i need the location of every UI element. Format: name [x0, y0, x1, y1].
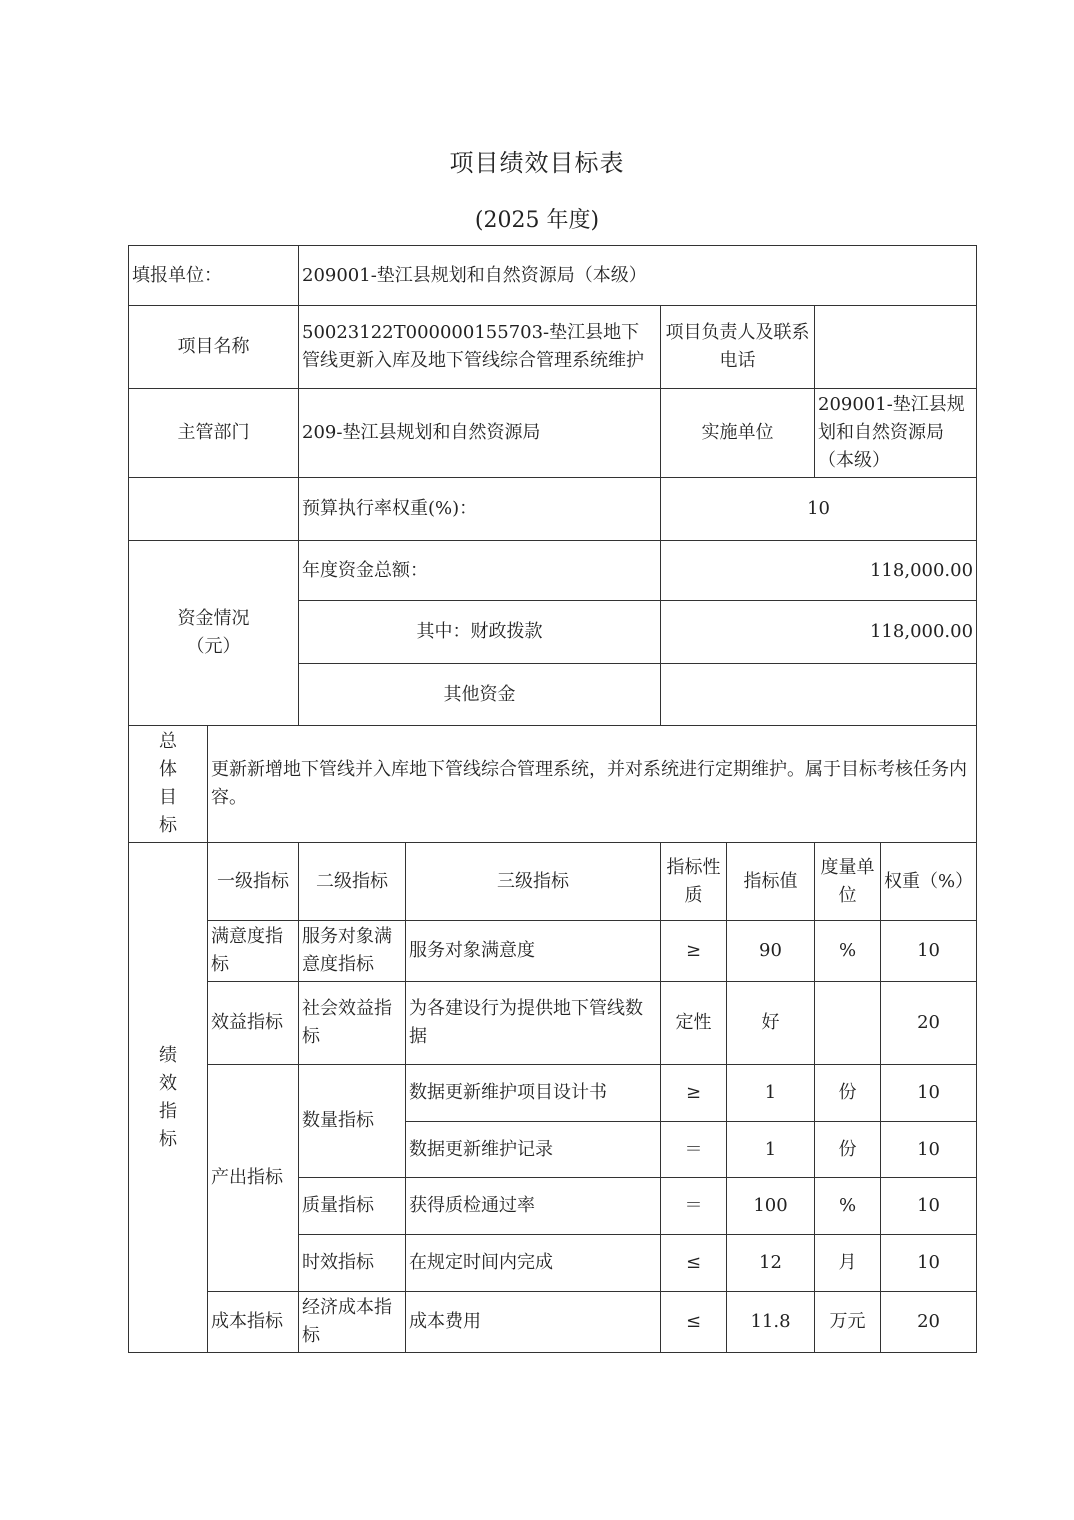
cell-level1: 满意度指标	[208, 921, 299, 982]
table-row	[129, 982, 977, 1065]
funds-label-line1: 资金情况	[177, 608, 250, 629]
cell-unit: 份	[815, 1122, 881, 1178]
funds-label	[129, 541, 299, 726]
project-owner-label: 项目负责人及联系电话	[661, 306, 815, 389]
cell-value: 100	[727, 1178, 815, 1235]
indicators-label-char: 标	[159, 1128, 177, 1150]
cell-weight: 10	[881, 1235, 977, 1292]
cell-value: 1	[727, 1065, 815, 1122]
cell-level2: 数量指标	[299, 1065, 406, 1178]
cell-weight: 10	[881, 921, 977, 982]
cell-level3: 为各建设行为提供地下管线数据	[406, 982, 661, 1065]
budget-rate-value: 10	[661, 478, 977, 541]
page-title: 项目绩效目标表	[449, 149, 625, 177]
budget-rate-row	[129, 478, 977, 541]
goal-label-char: 标	[159, 815, 177, 836]
indicators-header-row	[129, 843, 977, 921]
cell-unit: %	[815, 921, 881, 982]
indicators-label	[129, 843, 208, 1353]
cell-level3: 数据更新维护记录	[406, 1122, 661, 1178]
department-row	[129, 389, 977, 478]
project-owner-value	[815, 306, 977, 389]
goal-label-char: 体	[159, 759, 177, 780]
cell-level2: 服务对象满意度指标	[299, 921, 406, 982]
department-value: 209-垫江县规划和自然资源局	[299, 389, 661, 478]
indicators-label-char: 效	[159, 1072, 177, 1094]
implementation-unit-value: 209001-垫江县规划和自然资源局（本级）	[815, 389, 977, 478]
cell-nature: ≥	[661, 921, 727, 982]
cell-weight: 20	[881, 1292, 977, 1353]
cell-level2: 时效指标	[299, 1235, 406, 1292]
cell-level1: 效益指标	[208, 982, 299, 1065]
goal-row	[129, 726, 977, 843]
table-row	[129, 921, 977, 982]
cell-level1: 产出指标	[208, 1065, 299, 1292]
table-row	[129, 1065, 977, 1122]
cell-level2: 社会效益指标	[299, 982, 406, 1065]
table-row	[129, 1292, 977, 1353]
funds-other-label: 其他资金	[299, 664, 661, 726]
cell-unit: 月	[815, 1235, 881, 1292]
funds-fiscal-value: 118,000.00	[661, 601, 977, 664]
cell-value: 1	[727, 1122, 815, 1178]
goal-text: 更新新增地下管线并入库地下管线综合管理系统，并对系统进行定期维护。属于目标考核任务内容。	[208, 726, 977, 843]
project-name-row	[129, 306, 977, 389]
goal-label-char: 总	[159, 731, 177, 752]
header-level2: 二级指标	[299, 843, 406, 921]
cell-unit: 份	[815, 1065, 881, 1122]
cell-level3: 服务对象满意度	[406, 921, 661, 982]
cell-nature: ＝	[661, 1122, 727, 1178]
cell-nature: ≥	[661, 1065, 727, 1122]
funds-total-label: 年度资金总额：	[299, 541, 661, 601]
cell-level2: 经济成本指标	[299, 1292, 406, 1353]
header-weight: 权重（%）	[881, 843, 977, 921]
cell-nature: 定性	[661, 982, 727, 1065]
cell-level3: 数据更新维护项目设计书	[406, 1065, 661, 1122]
header-nature: 指标性质	[661, 843, 727, 921]
goal-label	[129, 726, 208, 843]
cell-value: 11.8	[727, 1292, 815, 1353]
header-level3: 三级指标	[406, 843, 661, 921]
cell-weight: 10	[881, 1122, 977, 1178]
page-subtitle: (2025 年度)	[474, 208, 600, 233]
cell-value: 12	[727, 1235, 815, 1292]
cell-nature: ≤	[661, 1292, 727, 1353]
header-unit: 度量单位	[815, 843, 881, 921]
cell-unit: %	[815, 1178, 881, 1235]
budget-rate-blank	[129, 478, 299, 541]
implementation-unit-label: 实施单位	[661, 389, 815, 478]
performance-table	[128, 245, 977, 1353]
header-value: 指标值	[727, 843, 815, 921]
funds-label-line2: （元）	[186, 636, 241, 657]
funds-total-row	[129, 541, 977, 601]
funds-total-value: 118,000.00	[661, 541, 977, 601]
project-name-value: 50023122T000000155703-垫江县地下管线更新入库及地下管线综合管理系统维护	[299, 306, 661, 389]
header-level1: 一级指标	[208, 843, 299, 921]
funds-other-value	[661, 664, 977, 726]
indicators-label-char: 绩	[159, 1044, 177, 1066]
cell-level3: 成本费用	[406, 1292, 661, 1353]
cell-unit: 万元	[815, 1292, 881, 1353]
cell-level1: 成本指标	[208, 1292, 299, 1353]
reporting-unit-row	[129, 246, 977, 306]
goal-label-char: 目	[159, 787, 177, 808]
cell-value: 90	[727, 921, 815, 982]
reporting-unit-label: 填报单位：	[129, 246, 299, 306]
cell-nature: ≤	[661, 1235, 727, 1292]
funds-fiscal-label: 其中：财政拨款	[299, 601, 661, 664]
cell-value: 好	[727, 982, 815, 1065]
reporting-unit-value: 209001-垫江县规划和自然资源局（本级）	[299, 246, 977, 306]
cell-level2: 质量指标	[299, 1178, 406, 1235]
cell-weight: 10	[881, 1065, 977, 1122]
cell-weight: 10	[881, 1178, 977, 1235]
cell-weight: 20	[881, 982, 977, 1065]
indicators-label-char: 指	[159, 1100, 177, 1122]
department-label: 主管部门	[129, 389, 299, 478]
cell-level3: 在规定时间内完成	[406, 1235, 661, 1292]
project-name-label: 项目名称	[129, 306, 299, 389]
budget-rate-label: 预算执行率权重(%)：	[299, 478, 661, 541]
cell-level3: 获得质检通过率	[406, 1178, 661, 1235]
cell-unit	[815, 982, 881, 1065]
cell-nature: ＝	[661, 1178, 727, 1235]
